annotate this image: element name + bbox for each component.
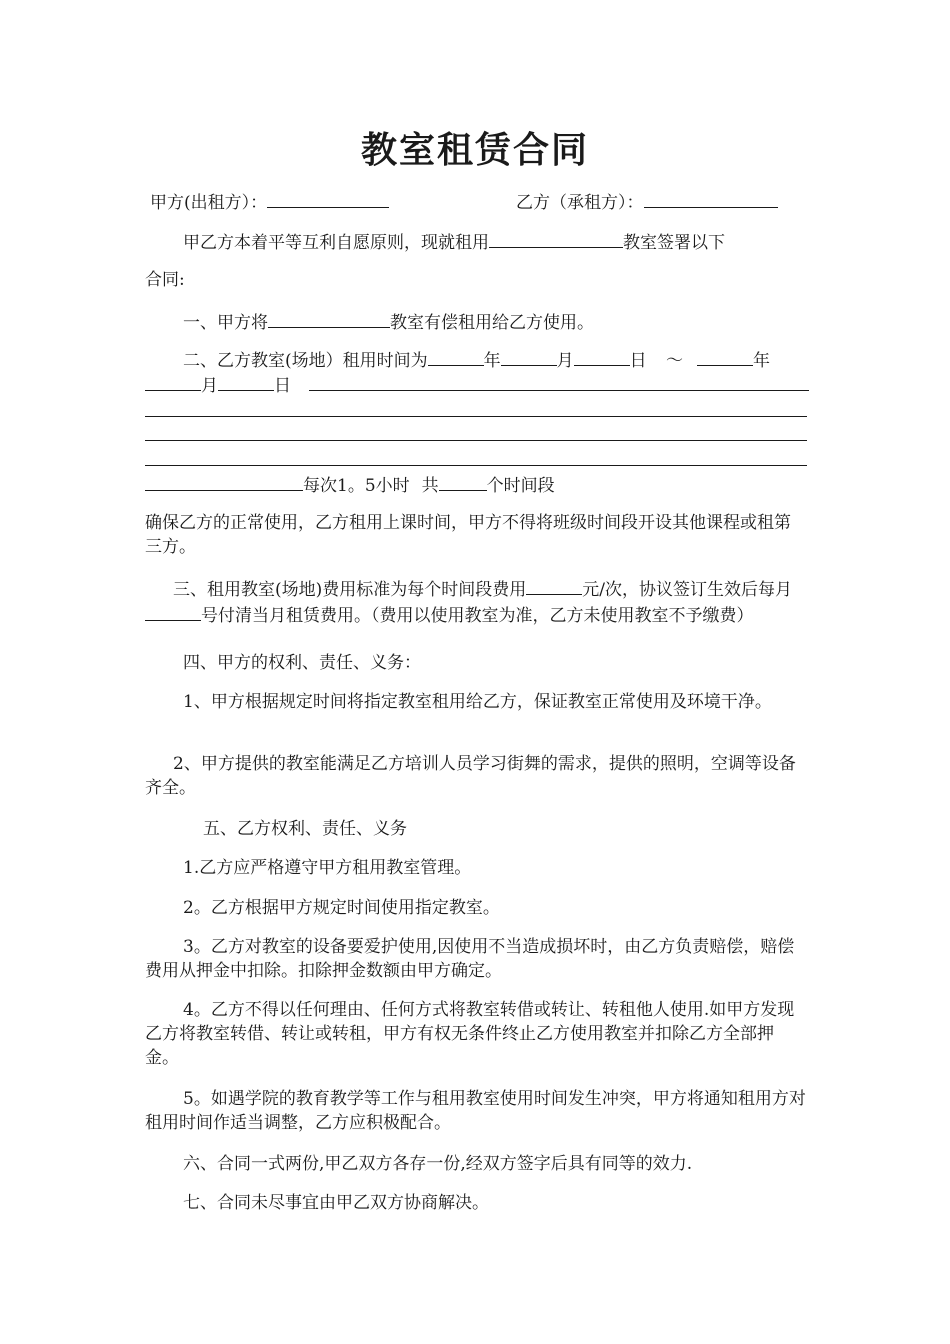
clause-3-part-3: 号付清当月租赁费用。（费用以使用教室为准，乙方未使用教室不予缴费）	[201, 606, 754, 626]
fee-blank[interactable]	[526, 576, 582, 595]
end-month-blank[interactable]	[145, 372, 201, 391]
payment-day-blank[interactable]	[145, 602, 201, 621]
end-year-blank[interactable]	[697, 347, 753, 366]
party-a-label: 甲方(出租方）：	[150, 193, 268, 213]
party-b-line	[516, 189, 778, 215]
clause-7: 七、合同未尽事宜由甲乙双方协商解决。	[183, 1193, 489, 1213]
schedule-blank-1[interactable]	[309, 372, 809, 391]
clause-5-item-2: 2。乙方根据甲方规定时间使用指定教室。	[183, 898, 500, 918]
schedule-blank-5[interactable]	[145, 472, 303, 491]
clause-4-item-2: 2、甲方提供的教室能满足乙方培训人员学习街舞的需求，提供的照明，空调等设备齐全。	[145, 754, 796, 798]
start-month-blank[interactable]	[501, 347, 557, 366]
clause-2-line-1	[183, 347, 770, 373]
intro-text-after: 教室签署以下	[623, 233, 725, 253]
clause-5-item-1: 1.乙方应严格遵守甲方租用教室管理。	[183, 858, 472, 878]
start-day-blank[interactable]	[574, 347, 630, 366]
clause-6: 六、合同一式两份,甲乙双方各存一份,经双方签字后具有同等的效力.	[183, 1154, 693, 1174]
clause-3-part-1: 三、租用教室(场地)费用标准为每个时间段费用	[173, 580, 527, 600]
clause-2-line-2	[145, 372, 809, 398]
clause-1-text-after: 教室有偿租用给乙方使用。	[390, 313, 594, 333]
schedule-blank-2[interactable]	[145, 416, 807, 417]
party-a-blank[interactable]	[267, 189, 389, 208]
document-title: 教室租赁合同	[360, 129, 589, 171]
range-tilde: ～	[666, 351, 684, 371]
party-a-line	[150, 189, 389, 215]
session-length: 每次1。5小时	[303, 476, 410, 496]
end-day-blank[interactable]	[218, 372, 274, 391]
intro-line	[183, 229, 725, 255]
clause-1-text-before: 一、甲方将	[183, 313, 268, 333]
clause-2-lead: 二、乙方教室(场地）租用时间为	[183, 351, 428, 371]
intro-line-2: 合同:	[145, 270, 185, 290]
total-label: 共	[421, 476, 439, 496]
classroom-name-blank[interactable]	[489, 229, 623, 248]
period-label: 个时间段	[486, 476, 555, 496]
clause-4-heading: 四、甲方的权利、责任、义务：	[183, 653, 421, 673]
intro-text-before: 甲乙方本着平等互利自愿原则，现就租用	[183, 233, 489, 253]
clause-3-part-2: 元/次，协议签订生效后每月	[582, 580, 792, 600]
clause-5-heading: 五、乙方权利、责任、义务	[203, 819, 407, 839]
clause-3	[145, 576, 807, 628]
clause-2-session-line	[145, 472, 555, 498]
end-day-label: 日	[274, 376, 291, 396]
period-count-blank[interactable]	[439, 472, 487, 491]
start-year-label: 年	[483, 351, 501, 371]
start-month-label: 月	[556, 351, 574, 371]
start-year-blank[interactable]	[428, 347, 484, 366]
end-year-label: 年	[753, 351, 771, 371]
party-b-blank[interactable]	[644, 189, 778, 208]
clause-4-item-1: 1、甲方根据规定时间将指定教室租用给乙方，保证教室正常使用及环境干净。	[183, 692, 772, 712]
schedule-blank-3[interactable]	[145, 440, 807, 441]
clause-1	[183, 309, 594, 335]
clause-5-item-3: 3。乙方对教室的设备要爱护使用,因使用不当造成损坏时，由乙方负责赔偿，赔偿费用从押金中扣除。扣除押金数额由甲方确定。	[145, 937, 795, 981]
party-b-label: 乙方（承租方）：	[516, 193, 644, 213]
clause-5-item-4: 4。乙方不得以任何理由、任何方式将教室转借或转让、转租他人使用.如甲方发现乙方将教室转借、转让或转租，甲方有权无条件终止乙方使用教室并扣除乙方全部押金。	[145, 1000, 795, 1068]
clause-2-tail: 确保乙方的正常使用，乙方租用上课时间，甲方不得将班级时间段开设其他课程或租第三方。	[145, 513, 791, 557]
start-day-label: 日	[629, 351, 647, 371]
clause-1-blank[interactable]	[268, 309, 390, 328]
schedule-blank-4[interactable]	[145, 465, 807, 466]
clause-5-item-5: 5。如遇学院的教育教学等工作与租用教室使用时间发生冲突，甲方将通知租用方对租用时间作适当调整，乙方应积极配合。	[145, 1089, 806, 1133]
end-month-label: 月	[201, 376, 218, 396]
